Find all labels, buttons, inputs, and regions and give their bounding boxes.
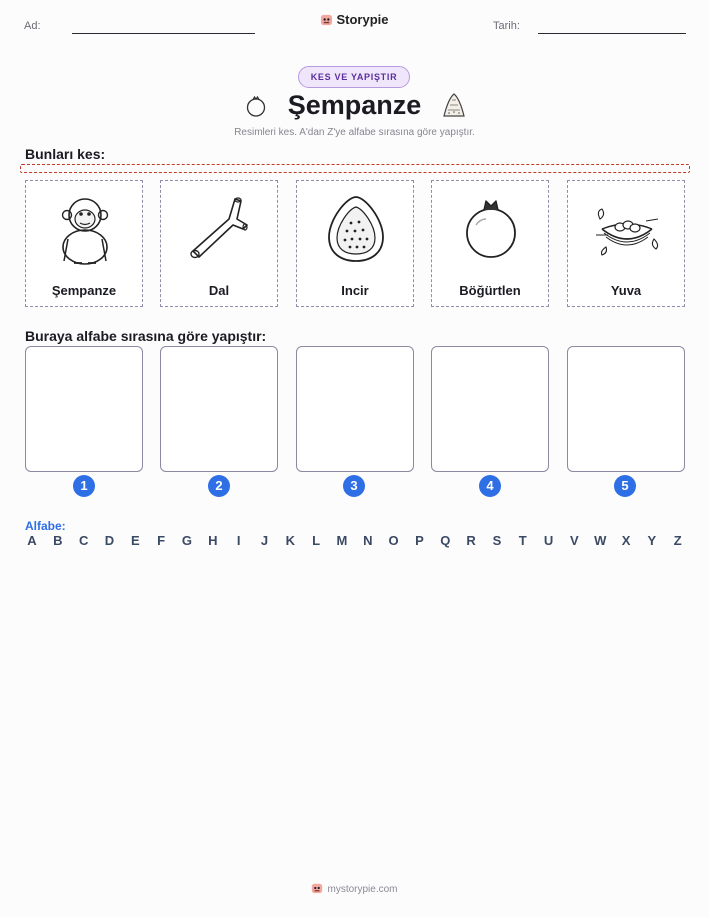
footer-url[interactable]: mystorypie.com [327, 884, 398, 895]
storypie-logo-icon [320, 13, 333, 26]
date-label: Tarih: [493, 20, 520, 32]
alphabet-letter: R [466, 533, 476, 548]
instructions: Resimleri kes. A'dan Z'ye alfabe sırasına göre yapıştır. [234, 127, 475, 138]
number-badge: 4 [479, 475, 501, 497]
paste-box-4[interactable] [431, 346, 549, 472]
card-label: Şempanze [51, 283, 117, 298]
alphabet-letter: Y [647, 533, 657, 548]
storypie-logo-icon [311, 882, 323, 894]
alphabet-letter: O [388, 533, 399, 548]
alphabet-letter: T [518, 533, 527, 548]
alphabet-letter: Q [440, 533, 451, 548]
fig-icon [321, 189, 391, 267]
cut-card-nest[interactable] [567, 180, 685, 307]
alphabet-letter: W [594, 533, 607, 548]
paste-box-5[interactable] [567, 346, 685, 472]
alphabet-letter: E [130, 533, 140, 548]
pomegranate-berry-icon [456, 189, 526, 267]
alphabet-heading: Alfabe: [25, 519, 66, 533]
alphabet-letter: L [312, 533, 321, 548]
number-badge: 2 [208, 475, 230, 497]
chimpanzee-icon [50, 189, 120, 267]
alphabet-letter: U [543, 533, 554, 548]
alphabet-letter: J [260, 533, 269, 548]
cut-line [20, 164, 690, 173]
alphabet-letter: C [78, 533, 89, 548]
alphabet-letter: K [285, 533, 295, 548]
alphabet-letter: S [492, 533, 502, 548]
footer [0, 882, 709, 895]
alphabet-letter: B [53, 533, 63, 548]
alphabet-letter: X [621, 533, 631, 548]
brand-name: Storypie [336, 12, 389, 27]
alphabet-letter: I [236, 533, 241, 548]
nest-icon [592, 189, 662, 267]
card-label: Böğürtlen [459, 283, 521, 298]
paste-heading: Buraya alfabe sırasına göre yapıştır: [25, 328, 267, 344]
alphabet-letter: N [363, 533, 373, 548]
activity-badge: KES VE YAPIŞTIR [298, 66, 410, 88]
alphabet-row [25, 533, 685, 548]
number-badge: 5 [614, 475, 636, 497]
number-badge: 3 [343, 475, 365, 497]
cut-heading: Bunları kes: [25, 146, 106, 162]
name-line [72, 33, 255, 34]
cut-card-chimpanzee[interactable] [25, 180, 143, 307]
alphabet-letter: P [415, 533, 424, 548]
alphabet-letter: A [27, 533, 37, 548]
cut-card-branch[interactable] [160, 180, 278, 307]
paste-box-1[interactable] [25, 346, 143, 472]
alphabet-letter: H [208, 533, 218, 548]
name-label: Ad: [24, 20, 41, 32]
termite-mound-icon [440, 90, 468, 120]
card-label: Yuva [610, 283, 642, 298]
alphabet-letter: M [336, 533, 348, 548]
alphabet-letter: F [157, 533, 166, 548]
paste-box-2[interactable] [160, 346, 278, 472]
cut-card-berry[interactable] [431, 180, 549, 307]
card-label: Dal [208, 283, 230, 298]
paste-box-3[interactable] [296, 346, 414, 472]
brand-logo [0, 12, 709, 27]
cut-card-fig[interactable] [296, 180, 414, 307]
card-label: Incir [341, 283, 369, 298]
alphabet-letter: G [181, 533, 193, 548]
alphabet-letter: Z [673, 533, 682, 548]
branch-icon [185, 189, 255, 267]
alphabet-letter: D [104, 533, 115, 548]
date-line [538, 33, 686, 34]
alphabet-letter: V [570, 533, 579, 548]
number-badge: 1 [73, 475, 95, 497]
page-title: Şempanze [287, 90, 422, 120]
